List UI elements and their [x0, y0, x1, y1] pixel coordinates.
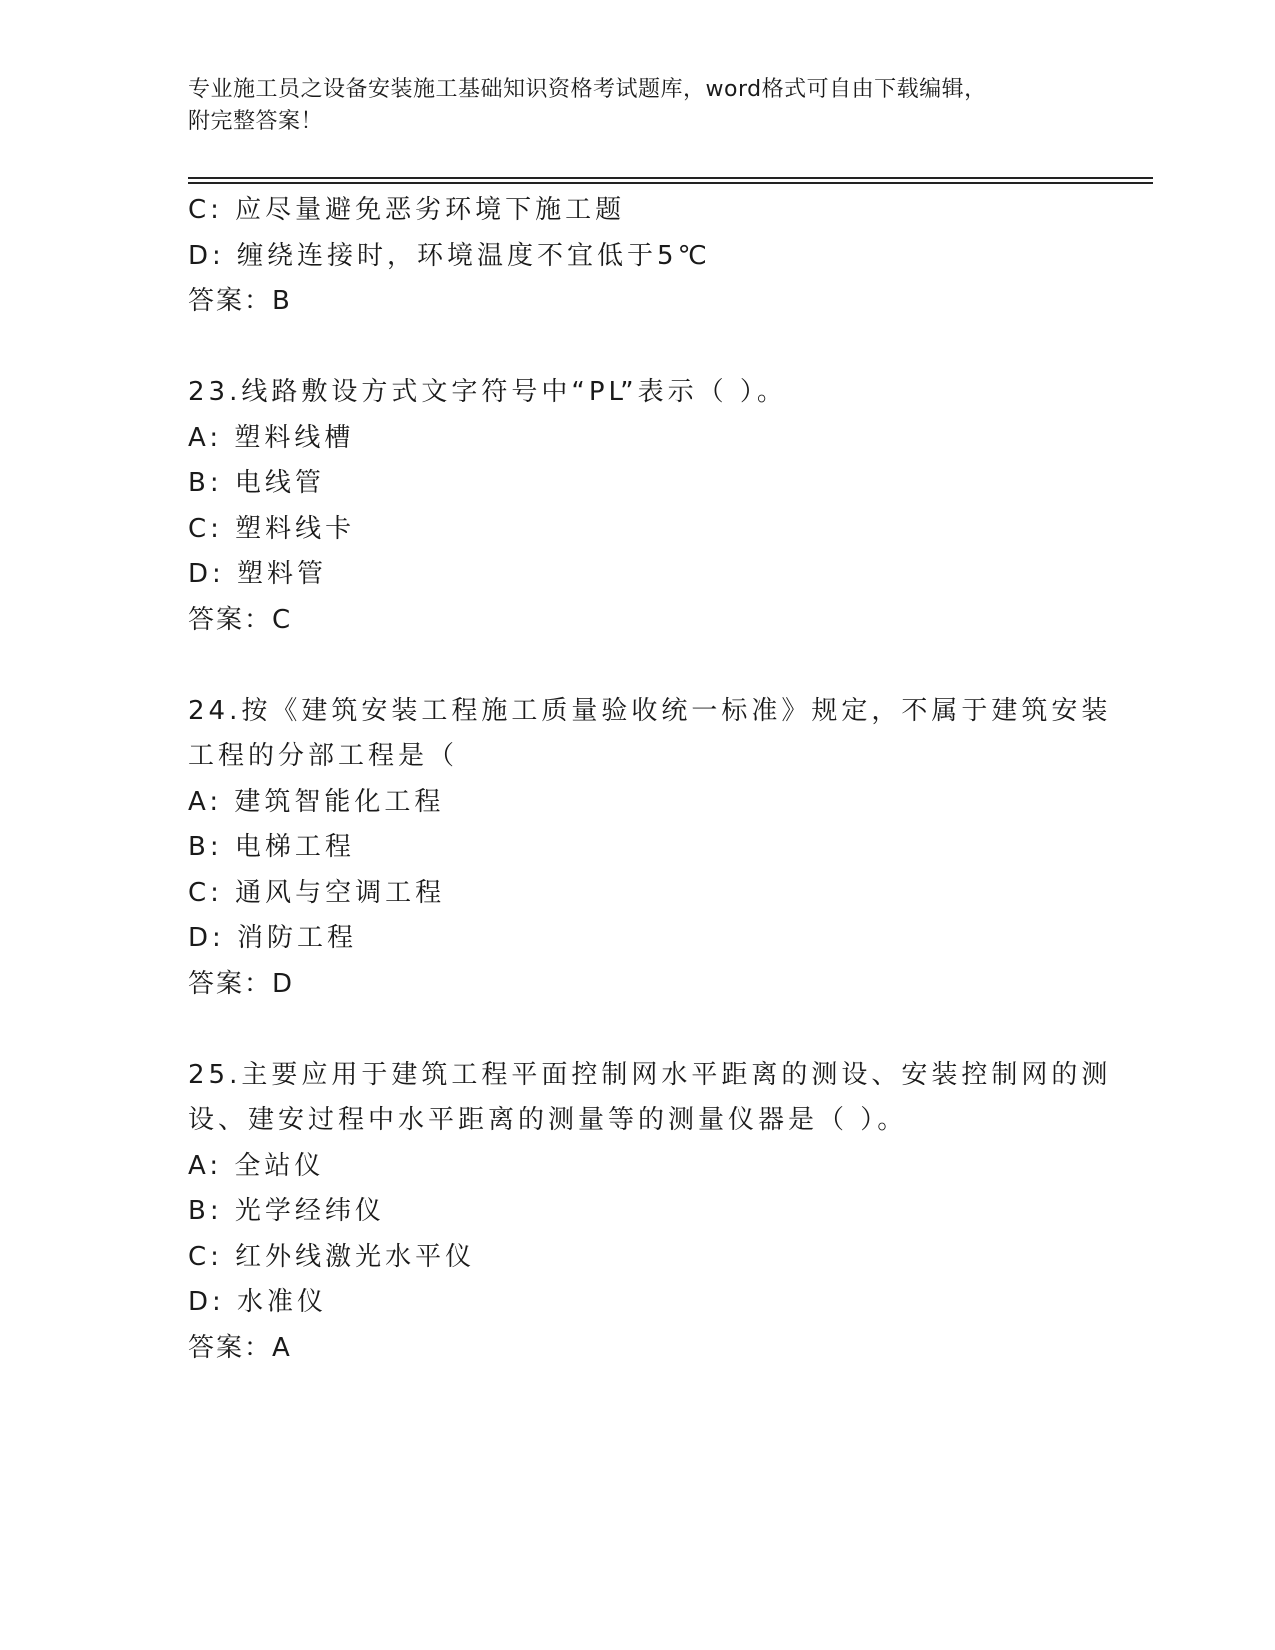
question-23 [188, 370, 1088, 643]
header-divider-bottom [188, 182, 1153, 184]
option-d: D: 塑料管 [188, 559, 328, 589]
answer: 答案：A [188, 1332, 292, 1363]
option-b: B: 电线管 [188, 468, 325, 498]
spacer [188, 1007, 1088, 1053]
previous-question-tail [188, 188, 1088, 325]
question-text-line-1: 24.按《建筑安装工程施工质量验收统一标准》规定，不属于建筑安装 [188, 695, 1112, 726]
document-header [188, 74, 1088, 138]
header-line-2: 附完整答案！ [188, 109, 324, 134]
option-d: D: 缠绕连接时，环境温度不宜低于5℃ [188, 240, 711, 271]
spacer [188, 325, 1088, 371]
option-c: C: 塑料线卡 [188, 513, 356, 544]
answer: 答案：D [188, 968, 295, 999]
spacer [188, 643, 1088, 689]
answer: 答案：B [188, 286, 292, 316]
option-a: A: 塑料线槽 [188, 422, 355, 453]
answer: 答案：C [188, 604, 293, 635]
question-24 [188, 689, 1112, 1008]
option-c: C: 应尽量避免恶劣环境下施工题 [188, 195, 626, 225]
option-a: A: 建筑智能化工程 [188, 786, 445, 817]
option-b: B: 电梯工程 [188, 832, 355, 862]
question-25 [188, 1053, 1112, 1372]
option-a: A: 全站仪 [188, 1150, 325, 1181]
question-text: 23.线路敷设方式文字符号中“PL”表示（ ）。 [188, 377, 787, 407]
question-text-line-2: 设、建安过程中水平距离的测量等的测量仪器是（ ）。 [188, 1105, 908, 1135]
option-d: D: 水准仪 [188, 1287, 328, 1317]
option-b: B: 光学经纬仪 [188, 1196, 385, 1226]
question-text-line-1: 25.主要应用于建筑工程平面控制网水平距离的测设、安装控制网的测 [188, 1059, 1112, 1090]
header-divider-top [188, 177, 1153, 179]
question-text-line-2: 工程的分部工程是（ [188, 741, 459, 771]
header-line-1: 专业施工员之设备安装施工基础知识资格考试题库，word格式可自由下载编辑， [188, 77, 987, 102]
option-c: C: 红外线激光水平仪 [188, 1241, 476, 1272]
option-c: C: 通风与空调工程 [188, 877, 446, 908]
option-d: D: 消防工程 [188, 923, 358, 953]
question-content [188, 188, 1112, 1371]
